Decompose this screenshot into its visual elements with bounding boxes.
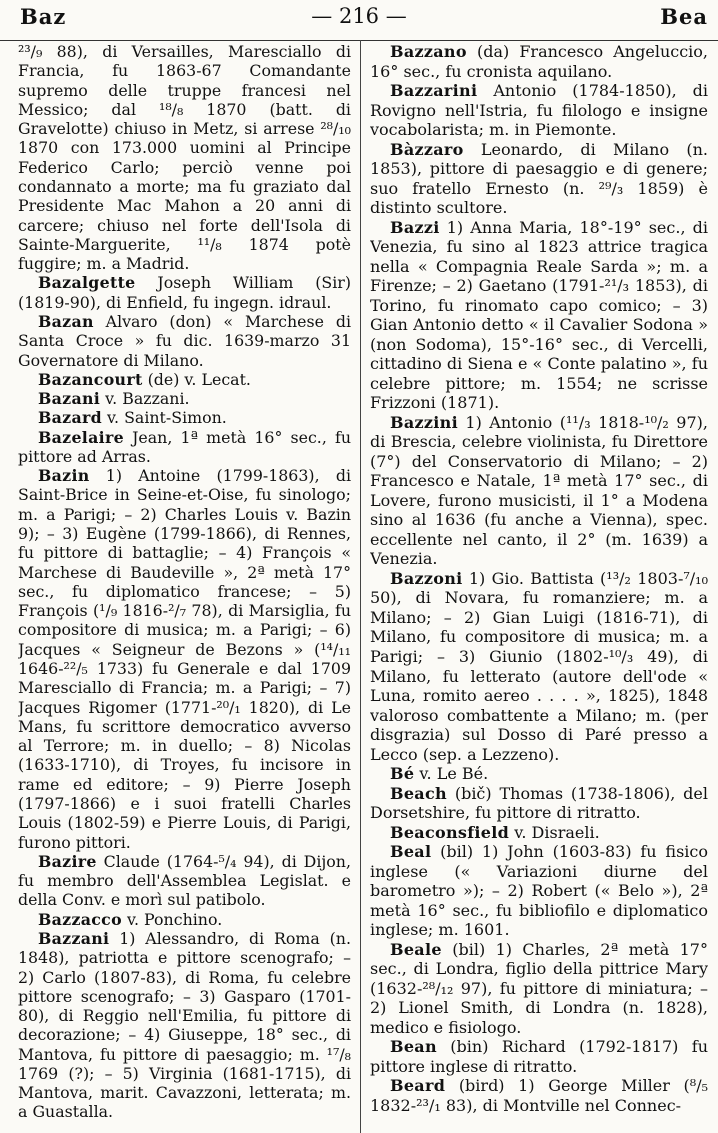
dictionary-entry [370, 764, 708, 784]
entry-text: (bil) 1) John (1603-83) fu fisico inglese (« Variazioni diurne del barometro »); – 2) Robert (« Belo »), 2ª metà 16° sec., fu bibliofilo e diplomatico inglese; m. 1601. [370, 842, 708, 940]
entry-text: (bič) Thomas (1738-1806), del Dorsetshire, fu pittore di ritratto. [370, 783, 708, 823]
entry-headword: Bazelaire [38, 427, 124, 447]
right-column [370, 42, 708, 1115]
dictionary-entry [18, 370, 351, 389]
entry-headword: Bazalgette [38, 273, 136, 293]
dictionary-entry [18, 910, 351, 929]
column-divider [360, 40, 361, 1133]
entry-headword: Bazzi [390, 217, 440, 237]
entry-headword: Bazard [38, 408, 102, 428]
header-right-guide-word: Bea [660, 4, 708, 29]
entry-headword: Bazzini [390, 412, 458, 432]
entry-text: 1) Antonio (¹¹/₃ 1818-¹⁰/₂ 97), di Brescia, celebre violinista, fu Direttore (7°) del Conservatorio di Milano; – 2) Francesco e Natale, 1ª metà 17° sec., di Lovere, furono musicisti, il 1° a Modena sino al 1636 (fu anche a Vienna), spec. eccellente nel canto, il 2° (m. 1639) a Venezia. [370, 412, 708, 569]
entry-text: (bin) Richard (1792-1817) fu pittore inglese di ritratto. [370, 1037, 708, 1076]
page-number: — 216 — [311, 4, 407, 28]
entry-headword: Beach [390, 783, 447, 803]
dictionary-entry [18, 428, 351, 467]
dictionary-entry [18, 408, 351, 427]
entry-text: 1) Anna Maria, 18°-19° sec., di Venezia, fu sino al 1823 attrice tragica nella « Compagnia Reale Sarda »; m. a Firenze; – 2) Gaetano (1791-²¹/₃ 1853), di Torino, fu rinomato capo comico; – 3) Gian Antonio detto « il Cavalier Sodona » (non Sodoma), 15°-16° sec., di Vercelli, cittadino di Siena e « Conte palatino », fu celebre pittore; m. 1554; ne scrisse Frizzoni (1871). [370, 217, 708, 413]
entry-text: Alvaro (don) « Marchese di Santa Croce » fu dic. 1639-marzo 31 Governatore di Milano. [18, 311, 351, 370]
entry-text: Joseph William (Sir) (1819-90), di Enfield, fu ingegn. idraul. [18, 273, 351, 312]
dictionary-entry [370, 218, 708, 413]
entry-headword: Bazani [38, 389, 101, 409]
entry-text: 1) Antoine (1799-1863), di Saint-Brice in Seine-et-Oise, fu sinologo; m. a Parigi; – 2) Charles Louis v. Bazin 9); – 3) Eugène (1799-1866), di Rennes, fu pittore di battaglie; – 4) François « Marchese di Baudeville », 2ª metà 17° sec., fu diplomatico francese; – 5) François (¹/₉ 1816-²/₇ 78), di Marsiglia, fu compositore di musica; m. a Parigi; – 6) Jacques « Seigneur de Bezons » (¹⁴/₁₁ 1646-²²/₅ 1733) fu Generale e dal 1709 Maresciallo di Francia; m. a Parigi; – 7) Jacques Rigomer (1771-²⁰/₁ 1820), di Le Mans, fu scrittore democratico avverso al Terrore; m. in duello; – 8) Nicolas (1633-1710), di Troyes, fu incisore in rame ed editore; – 9) Pierre Joseph (1797-1866) e i suoi fratelli Charles Louis (1802-59) e Pierre Louis, di Parigi, furono pittori. [18, 466, 351, 852]
dictionary-entry [18, 273, 351, 312]
entry-text: (bil) 1) Charles, 2ª metà 17° sec., di Londra, figlio della pittrice Mary (1632-²⁸/₁₂ 97), fu pittore di miniatura; – 2) Lionel Smith, di Londra (n. 1828), medico e fisiologo. [370, 939, 708, 1037]
entry-headword: Beard [390, 1076, 446, 1096]
entry-text: v. Le Bé. [419, 764, 489, 784]
entry-headword: Bazzani [38, 928, 110, 948]
dictionary-entry [18, 389, 351, 408]
entry-text: v. Saint-Simon. [107, 408, 227, 428]
dictionary-entry [370, 1076, 708, 1115]
entry-text: (de) v. Lecat. [147, 369, 251, 389]
entry-text: 1) Gio. Battista (¹³/₂ 1803-⁷/₁₀ 50), di Novara, fu romanziere; m. a Milano; – 2) Gian Luigi (1816-71), di Milano, fu compositore di musica; m. a Parigi; – 3) Giunio (1802-¹⁰/₃ 49), di Milano, fu letterato (autore dell'ode « Luna, romito aereo . . . . », 1825), 1848 valoroso combattente a Milano; m. (per disgrazia) sul Dosso di Paré presso a Lecco (sep. a Lezzeno). [370, 568, 708, 764]
entry-headword: Bazan [38, 311, 94, 331]
left-column [18, 42, 351, 1122]
entry-headword: Beale [390, 939, 442, 959]
entry-text: Claude (1764-⁵/₄ 94), di Dijon, fu membro dell'Assemblea Legislat. e della Conv. e morì sul patibolo. [18, 851, 351, 910]
entry-headword: Bazire [38, 851, 97, 871]
header-left-guide-word: Baz [20, 4, 67, 29]
entry-headword: Bazin [38, 466, 90, 486]
dictionary-entry [370, 81, 708, 140]
dictionary-entry [18, 42, 351, 273]
dictionary-entry [370, 823, 708, 843]
dictionary-entry [370, 42, 708, 81]
dictionary-entry [18, 466, 351, 852]
dictionary-entry [370, 940, 708, 1038]
dictionary-entry [370, 140, 708, 218]
dictionary-entry [18, 852, 351, 910]
entry-text: v. Disraeli. [514, 822, 600, 842]
entry-headword: Bean [390, 1037, 437, 1057]
entry-text: 1) Alessandro, di Roma (n. 1848), patriotta e pittore scenografo; – 2) Carlo (1807-83), di Roma, fu celebre pittore scenografo; – 3) Gasparo (1701-80), di Reggio nell'Emilia, fu pittore di decorazione; – 4) Giuseppe, 18° sec., di Mantova, fu pittore di paesaggio; m. ¹⁷/₈ 1769 (?); – 5) Virginia (1681-1715), di Mantova, marit. Cavazzoni, letterata; m. a Guastalla. [18, 928, 351, 1122]
entry-text: v. Bazzani. [105, 389, 190, 409]
dictionary-entry [18, 312, 351, 370]
dictionary-entry [370, 413, 708, 569]
entry-headword: Bàzzaro [390, 139, 464, 159]
dictionary-entry [370, 784, 708, 823]
entry-headword: Bazzoni [390, 568, 463, 588]
text-columns [0, 40, 718, 1133]
entry-text: Jean, 1ª metà 16° sec., fu pittore ad Arras. [18, 427, 351, 466]
entry-headword: Bazzacco [38, 909, 122, 929]
entry-headword: Bazzano [390, 42, 467, 61]
dictionary-entry [370, 569, 708, 764]
dictionary-entry [370, 842, 708, 940]
entry-headword: Bazzarini [390, 81, 478, 101]
entry-text: ²³/₉ 88), di Versailles, Maresciallo di Francia, fu 1863-67 Comandante supremo delle truppe francesi nel Messico; dal ¹⁸/₈ 1870 (batt. di Gravelotte) chiuso in Metz, si arrese ²⁸/₁₀ 1870 con 173.000 uomini al Principe Federico Carlo; perciò venne poi condannato a morte; ma fu graziato dal Presidente Mac Mahon a 20 anni di carcere; chiuso nel forte dell'Isola di Sainte-Marguerite, ¹¹/₈ 1874 potè fuggire; m. a Madrid. [18, 42, 351, 274]
entry-text: Antonio (1784-1850), di Rovigno nell'Istria, fu filologo e insigne vocabolarista; m. in Piemonte. [370, 81, 708, 140]
dictionary-entry [370, 1037, 708, 1076]
dictionary-entry [18, 929, 351, 1122]
entry-text: (bird) 1) George Miller (⁸/₅ 1832-²³/₁ 83), di Montville nel Connec- [370, 1076, 708, 1115]
entry-text: (da) Francesco Angeluccio, 16° sec., fu cronista aquilano. [370, 42, 708, 81]
entry-headword: Bazancourt [38, 369, 143, 389]
entry-headword: Beaconsfield [390, 822, 510, 842]
entry-headword: Bé [390, 764, 415, 784]
entry-headword: Beal [390, 842, 432, 862]
entry-text: v. Ponchino. [126, 909, 223, 929]
page-header [0, 0, 718, 41]
entry-text: Leonardo, di Milano (n. 1853), pittore di paesaggio e di genere; suo fratello Ernesto (n. ²⁹/₃ 1859) è distinto scultore. [370, 139, 708, 218]
